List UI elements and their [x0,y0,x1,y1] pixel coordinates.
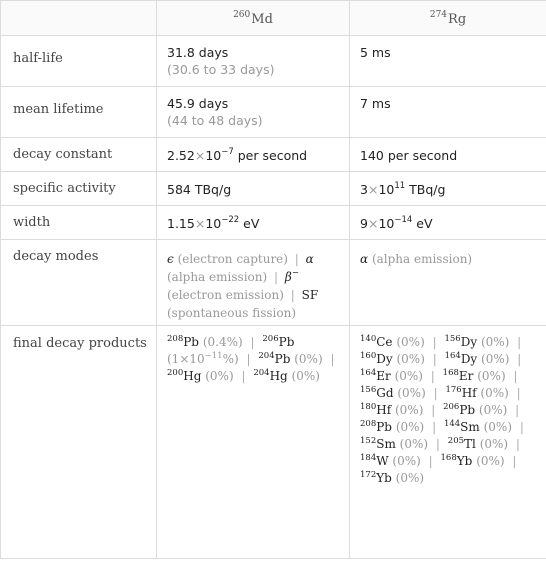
md-mean-lifetime-range: (44 to 48 days) [167,113,263,128]
decay-mode-symbol: α [360,252,369,266]
product-fraction: (0%) [291,369,320,383]
rg-decay-modes [350,240,546,326]
separator: | [515,403,520,417]
product-element: Pb [459,403,476,417]
product-fraction: (0%) [395,471,425,485]
decay-product-item [167,369,234,383]
row-label: decay constant [1,138,157,172]
decay-product-item [360,369,423,383]
product-fraction: (0%) [480,386,509,400]
row-label: mean lifetime [1,87,157,138]
product-fraction: (0%) [294,352,323,366]
separator: | [432,420,437,434]
md-mean-lifetime [157,87,350,138]
separator: | [274,270,279,284]
rg-width [350,206,546,240]
decay-product-item [360,471,424,485]
decay-mode-item [360,252,472,266]
row-decay-modes [1,240,546,326]
decay-product-item [448,437,508,451]
separator: | [516,386,521,400]
header-empty-cell [1,1,157,36]
mantissa: 2.52 [167,148,195,163]
product-mass-number: 168 [442,368,459,378]
decay-mode-description: (spontaneous fission) [167,306,296,320]
rg-mass-number: 274 [429,9,448,20]
decay-mode-description: (electron emission) [167,288,284,302]
separator: | [428,454,433,468]
rg-half-life: 5 ms [350,36,546,87]
product-fraction: (0%) [476,454,505,468]
product-element: Sm [376,437,396,451]
unit: per second [237,148,308,163]
decay-product-item [443,403,507,417]
base: 10 [205,148,222,163]
separator: | [513,369,518,383]
product-mass-number: 184 [360,453,377,463]
row-decay-constant [1,138,546,172]
separator: | [432,352,437,366]
separator: | [432,335,437,349]
row-half-life [1,36,546,87]
product-mass-number: 172 [360,470,377,480]
product-element: Er [458,369,474,383]
separator: | [241,369,246,383]
md-decay-modes [157,240,350,326]
product-mass-number: 206 [262,334,279,344]
product-element: Sm [460,420,480,434]
product-element: Dy [460,335,478,349]
mantissa: 9 [360,216,368,231]
base: 10 [378,182,395,197]
decay-mode-description: (alpha emission) [167,270,268,284]
base: 10 [205,216,222,231]
decay-product-item [444,335,509,349]
separator: | [512,454,517,468]
product-element: Gd [376,386,394,400]
product-element: Dy [460,352,478,366]
rg-decay-constant: 140 per second [350,138,546,172]
product-mass-number: 168 [440,453,457,463]
decay-mode-description: (alpha emission) [371,252,473,266]
times-sign: × [367,182,379,197]
md-half-life [157,36,350,87]
product-fraction: (0%) [483,420,513,434]
row-label: half-life [1,36,157,87]
separator: | [515,437,520,451]
times-sign: × [367,216,379,231]
decay-product-item [441,454,505,468]
exponent: −7 [221,147,234,157]
decay-product-item [253,369,320,383]
separator: | [330,352,335,366]
decay-product-item [360,420,424,434]
decay-mode-description: (electron capture) [177,252,288,266]
separator: | [517,352,522,366]
md-mean-lifetime-value: 45.9 days [167,96,229,111]
product-element: Hf [376,403,392,417]
decay-product-item [445,352,510,366]
product-mass-number: 164 [444,351,461,361]
product-element: Hf [461,386,477,400]
decay-product-item [258,352,322,366]
product-fraction: (0%) [394,369,423,383]
mantissa: 3 [360,182,368,197]
row-label: specific activity [1,172,157,206]
mantissa: 1.15 [167,216,195,231]
times-sign: × [194,148,206,163]
product-mass-number: 144 [443,419,461,429]
product-fraction: (0%) [478,403,508,417]
product-mass-number: 152 [360,436,377,446]
product-fraction: (0%) [395,420,425,434]
row-label: decay modes [1,240,157,326]
decay-mode-item [167,252,288,266]
product-element: Hg [183,369,202,383]
rg-symbol: Rg [448,11,467,27]
product-element: Tl [464,437,476,451]
product-fraction: (0%) [397,386,426,400]
separator: | [431,403,436,417]
fraction-unit: %) [222,352,239,366]
product-mass-number: 200 [167,368,184,378]
product-fraction: (0.4%) [202,335,243,349]
md-half-life-value: 31.8 days [167,45,229,60]
fraction-exponent: −11 [204,351,223,361]
decay-mode-charge: − [291,268,299,278]
row-specific-activity [1,172,546,206]
unit: eV [243,216,260,231]
product-element: Dy [376,352,393,366]
separator: | [435,437,440,451]
product-fraction: (0%) [396,335,425,349]
product-fraction: (0%) [481,352,510,366]
md-mass-number: 260 [233,9,251,20]
product-fraction [167,352,239,366]
header-md [157,1,350,36]
md-decay-constant [157,138,350,172]
md-half-life-range: (30.6 to 33 days) [167,62,275,77]
unit: eV [416,216,433,231]
product-mass-number: 156 [444,334,461,344]
fraction-mantissa: (1×10 [167,352,205,366]
decay-mode-symbol: ϵ [167,252,174,266]
product-element: Pb [274,352,291,366]
product-mass-number: 206 [443,402,460,412]
decay-product-item [167,335,243,349]
rg-mean-lifetime: 7 ms [350,87,546,138]
base: 10 [378,216,395,231]
product-fraction: (0%) [392,454,421,468]
decay-product-item [445,386,508,400]
separator: | [294,252,299,266]
product-element: Pb [183,335,199,349]
product-mass-number: 205 [447,436,465,446]
decay-product-item [360,403,423,417]
separator: | [430,369,435,383]
decay-mode-symbol: β [284,270,292,284]
product-mass-number: 164 [360,368,377,378]
rg-final-products [350,326,546,559]
md-specific-activity: 584 TBq/g [157,172,350,206]
product-fraction: (0%) [479,437,509,451]
product-fraction: (0%) [396,352,425,366]
product-element: Yb [456,454,473,468]
row-width [1,206,546,240]
product-element: Hg [269,369,288,383]
product-mass-number: 204 [253,368,270,378]
product-element: Pb [376,420,392,434]
product-mass-number: 204 [258,351,275,361]
row-label: final decay products [1,326,157,559]
header-row [1,1,546,36]
decay-product-item [360,352,425,366]
decay-product-item [360,437,428,451]
separator: | [519,420,524,434]
md-symbol: Md [251,11,273,27]
separator: | [517,335,522,349]
separator: | [290,288,295,302]
unit: TBq/g [409,182,446,197]
header-rg [350,1,546,36]
product-mass-number: 140 [360,334,377,344]
product-mass-number: 176 [445,385,462,395]
product-mass-number: 156 [360,385,377,395]
decay-mode-symbol: SF [301,288,319,302]
product-fraction: (0%) [205,369,234,383]
exponent: −14 [394,215,413,225]
decay-product-item [444,420,512,434]
decay-mode-symbol: α [305,252,314,266]
product-mass-number: 208 [167,334,184,344]
product-element: Ce [376,335,393,349]
separator: | [246,352,251,366]
product-mass-number: 180 [360,402,377,412]
product-fraction: (0%) [480,335,510,349]
row-label: width [1,206,157,240]
row-final-decay-products [1,326,546,559]
product-element: Yb [376,471,392,485]
exponent: 11 [394,181,406,191]
md-width [157,206,350,240]
product-mass-number: 208 [360,419,377,429]
product-element: Pb [278,335,295,349]
product-fraction: (0%) [399,437,429,451]
times-sign: × [194,216,206,231]
md-final-products [157,326,350,559]
decay-product-item [360,454,421,468]
separator: | [433,386,438,400]
product-element: Er [376,369,391,383]
decay-product-item [360,335,425,349]
decay-product-item [360,386,426,400]
product-element: W [376,454,389,468]
rg-specific-activity [350,172,546,206]
exponent: −22 [221,215,240,225]
row-mean-lifetime [1,87,546,138]
product-fraction: (0%) [394,403,424,417]
product-fraction: (0%) [477,369,506,383]
product-mass-number: 160 [360,351,377,361]
separator: | [250,335,255,349]
decay-product-item [443,369,506,383]
